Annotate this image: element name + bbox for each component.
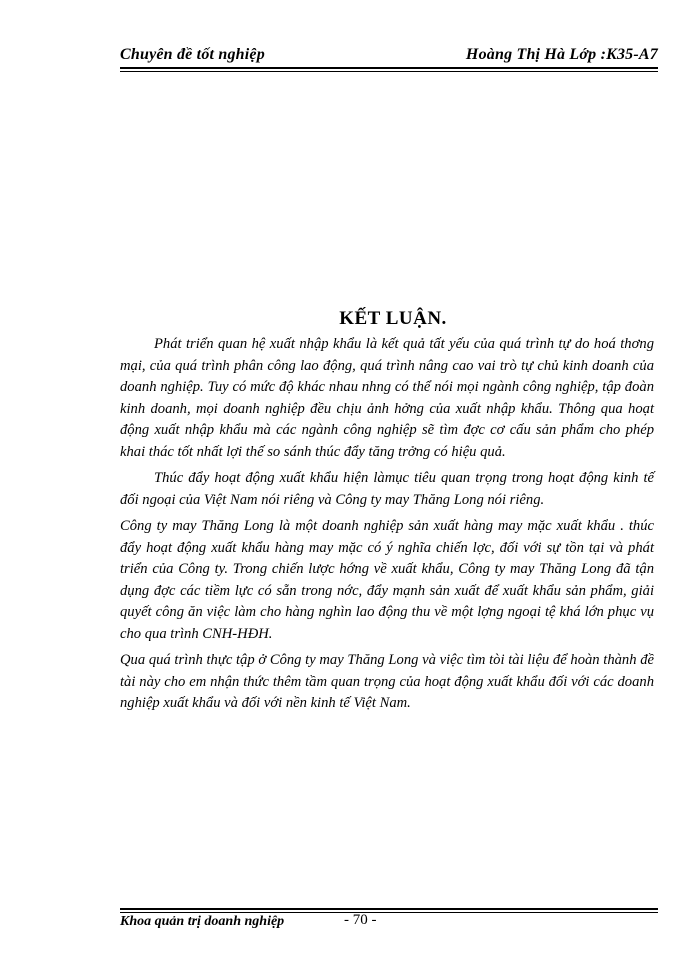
header-rule-thick [120, 67, 658, 69]
main-content [120, 308, 654, 715]
paragraph-4: Qua quá trình thực tập ở Công ty may Thăng Long và việc tìm tòi tài liệu để hoàn thành đề tài này cho em nhận thức thêm tầm quan trọng của hoạt động xuất khẩu đối với các doanh nghiệp xuất khẩu và đối với nền kinh tế Việt Nam. [120, 652, 654, 711]
page-footer [120, 908, 658, 932]
page-title: KẾT LUẬN. [339, 308, 447, 329]
header-document-type: Chuyên đề tốt nghiệp [120, 46, 265, 63]
paragraph-3: Công ty may Thăng Long là một doanh nghiệp sản xuất hàng may mặc xuất khẩu . thúc đẩy hoạt động xuất khẩu hàng may mặc có ý nghĩa chiến lợc, đối với sự tồn tại và phát triển của Công ty. Trong chiến lược hớng về xuất khẩu, Công ty may Thăng Long đã tận dụng đợc các tiềm lực có sẵn trong nớc, đẩy mạnh sản xuất để xuất khẩu sản phẩm, giải quyết công ăn việc làm cho hàng nghìn lao động thu về một lợng ngoại tệ khá lớn phục vụ cho qua trình CNH-HĐH. [120, 518, 654, 642]
footer-faculty: Khoa quản trị doanh nghiệp [120, 914, 285, 929]
page-header [120, 42, 658, 72]
paragraph-1: Phát triển quan hệ xuất nhập khẩu là kết quả tất yếu của quá trình tự do hoá thơng mại, của quá trình phân công lao động, quá trình nâng cao vai trò tự chủ kinh doanh của doanh nghiệp. Tuy có mức độ khác nhau nhng có thể nói mọi ngành công nghiệp, tập đoàn kinh doanh, mọi doanh nghiệp đều chịu ảnh hởng của xuất nhập khẩu. Thông qua hoạt động xuất nhập khẩu mà các ngành công nghiệp sẽ tìm đợc cơ cấu sản phẩm cho phép khai thác tốt nhất lợi thế so sánh thúc đẩy tăng trởng có hiệu quả. [120, 336, 654, 460]
header-author-class: Hoàng Thị Hà Lớp :K35-A7 [465, 46, 658, 63]
header-rule-thin [120, 71, 658, 72]
paragraph-2: Thúc đẩy hoạt động xuất khẩu hiện làmục tiêu quan trọng trong hoạt động kinh tế đối ngoại của Việt Nam nói riêng và Công ty may Thăng Long nói riêng. [120, 470, 654, 508]
footer-rule-thick [120, 908, 658, 910]
page-number: - 70 - [344, 912, 377, 928]
footer-rule-thin [120, 912, 658, 913]
